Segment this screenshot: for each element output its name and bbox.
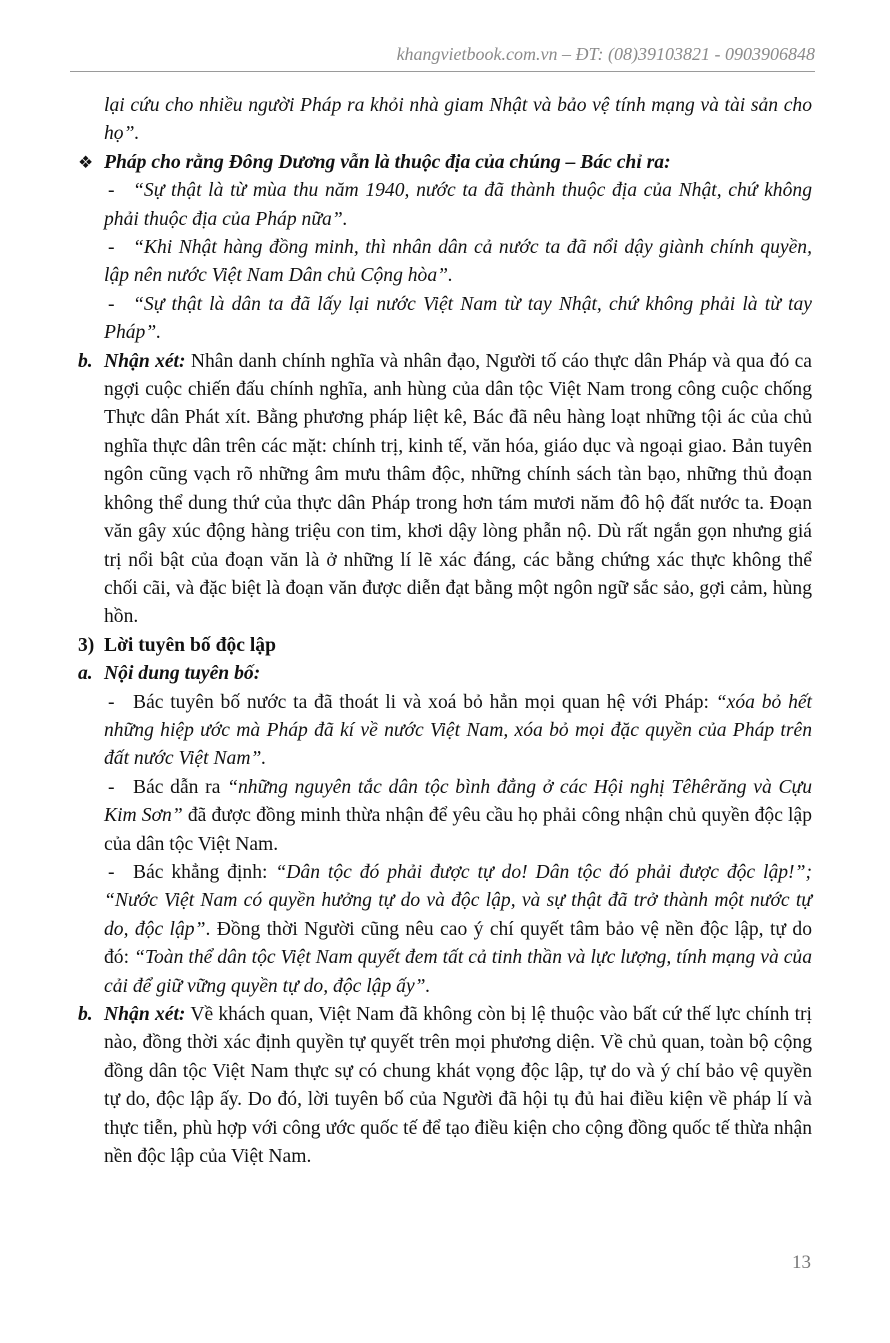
dash-bullet: - — [108, 180, 115, 202]
list-marker: 3) — [78, 634, 95, 656]
text-run: đã được đồng minh thừa nhận để yêu cầu họ phải công nhận chủ quyền độc lập của dân tộc Việt Nam. — [104, 805, 812, 855]
text-run: “Sự thật là từ mùa thu năm 1940, nước ta đã thành thuộc địa của Nhật, chứ không phải thuộc địa của Pháp nữa”. — [104, 180, 812, 230]
dash-bullet: - — [108, 776, 115, 798]
paragraph-dash — [104, 177, 812, 234]
dash-bullet: - — [108, 861, 115, 883]
page-number: 13 — [792, 1252, 811, 1273]
paragraph-plain — [104, 92, 812, 149]
text-run: “Toàn thể dân tộc Việt Nam quyết đem tất cả tinh thần và lực lượng, tính mạng và của cải để giữ vững quyền tự do, độc lập ấy”. — [104, 947, 812, 997]
text-run: Pháp cho rằng Đông Dương vẫn là thuộc địa của chúng – Bác chỉ ra: — [104, 151, 671, 173]
text-run: . Đồng thời Người cũng nêu cao ý chí quyết tâm bảo vệ nền độc lập, tự do đó: — [104, 918, 813, 969]
text-run: Bác khẳng định: — [133, 861, 276, 883]
paragraph-letter — [78, 348, 812, 632]
dash-bullet: - — [108, 237, 115, 259]
paragraph-number — [78, 632, 812, 660]
paragraph-letter — [78, 660, 812, 688]
text-run: lại cứu cho nhiều người Pháp ra khỏi nhà giam Nhật và bảo vệ tính mạng và tài sản cho họ”. — [104, 95, 812, 145]
text-run: Bác tuyên bố nước ta đã thoát li và xoá bỏ hẳn mọi quan hệ với Pháp: — [133, 691, 716, 713]
paragraph-dash — [104, 859, 812, 1001]
text-run: Nhận xét: — [104, 350, 186, 372]
paragraph-dash — [104, 234, 812, 291]
text-run: Nội dung tuyên bố: — [104, 663, 261, 685]
text-run: Nhận xét: — [104, 1004, 186, 1025]
paragraph-letter — [78, 1001, 812, 1171]
paragraph-dash — [104, 774, 812, 859]
text-run: “những nguyên tắc dân tộc bình đẳng ở các Hội nghị Têhêrăng và Cựu Kim Sơn” — [104, 776, 812, 827]
diamond-bullet-icon: ❖ — [78, 152, 94, 172]
text-run: “xóa bỏ hết những hiệp ước mà Pháp đã kí về nước Việt Nam, xóa bỏ mọi đặc quyền của Pháp trên đất nước Việt Nam”. — [104, 691, 813, 770]
dash-bullet: - — [108, 691, 115, 713]
text-run: Nhân danh chính nghĩa và nhân đạo, Người tố cáo thực dân Pháp và qua đó ca ngợi cuộc chiến đấu chính nghĩa, anh hùng của dân tộc Việt Nam trong công cuộc chống Thực dân Phát xít. Bằng phương pháp liệt kê, Bác đã nêu hàng loạt những tội ác của chủ nghĩa thực dân trên các mặt: chính trị, kinh tế, văn hóa, giáo dục và ngoại giao. Bản tuyên ngôn cũng vạch rõ những âm mưu thâm độc, những chính sách tàn bạo, những thủ đoạn không thể dung thứ của thực dân Pháp trong hơn tám mươi năm đô hộ đất nước ta. Đoạn văn gây xúc động hàng triệu con tim, khơi dậy lòng phẫn nộ. Dù rất ngắn gọn nhưng giá trị nổi bật của đoạn văn là ở những lí lẽ xác đáng, các bằng chứng xác thực không thể chối cãi, và đặc biệt là đoạn văn được diễn đạt bằng một ngôn ngữ sắc sảo, gợi cảm, hùng hồn. — [104, 350, 812, 628]
list-marker: b. — [78, 350, 93, 372]
text-run: Bác dẫn ra — [133, 776, 228, 798]
paragraph-dash — [104, 291, 812, 348]
text-run: “Khi Nhật hàng đồng minh, thì nhân dân cả nước ta đã nổi dậy giành chính quyền, lập nên nước Việt Nam Dân chủ Cộng hòa”. — [104, 237, 812, 287]
text-run: “Sự thật là dân ta đã lấy lại nước Việt Nam từ tay Nhật, chứ không phải là từ tay Pháp”. — [104, 293, 812, 344]
dash-bullet: - — [108, 293, 115, 315]
page-header: khangvietbook.com.vn – ĐT: (08)39103821 - 0903906848 — [70, 44, 815, 72]
paragraph-dash — [104, 689, 812, 774]
page-body — [78, 92, 813, 1171]
text-run: “Dân tộc đó phải được tự do! Dân tộc đó phải được độc lập!”; “Nước Việt Nam có quyền hưởng tự do và độc lập, và sự thật đã trở thành một nước tự do, độc lập” — [104, 861, 813, 940]
text-run: Lời tuyên bố độc lập — [104, 634, 276, 656]
list-marker: b. — [78, 1004, 93, 1025]
paragraph-diamond — [78, 149, 812, 177]
text-run: Về khách quan, Việt Nam đã không còn bị lệ thuộc vào bất cứ thế lực chính trị nào, đồng thời xác định quyền tự quyết trên mọi phương diện. Về chủ quan, toàn bộ cộng đồng dân tộc Việt Nam thực sự có chung khát vọng độc lập, tự do và ý chí bảo vệ quyền tự do, độc lập ấy. Do đó, lời tuyên bố của Người đã hội tụ đủ hai điều kiện về pháp lí và thực tiễn, phù hợp với công ước quốc tế để tạo điều kiện cho cộng đồng quốc tế thừa nhận nền độc lập của Việt Nam. — [104, 1004, 812, 1168]
list-marker: a. — [78, 663, 93, 685]
